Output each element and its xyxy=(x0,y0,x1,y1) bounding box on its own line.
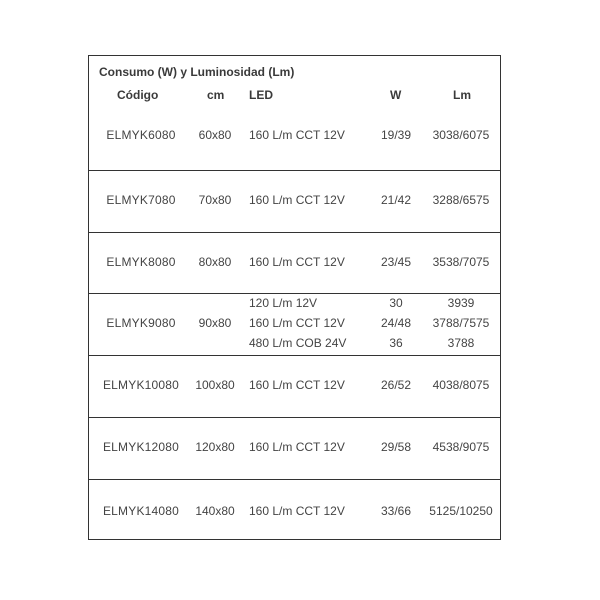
row-led: 120 L/m 12V xyxy=(249,296,318,310)
row-led: 480 L/m COB 24V xyxy=(249,336,347,350)
row-cm: 100x80 xyxy=(195,378,235,392)
row-lm: 3788 xyxy=(447,336,475,350)
table-row xyxy=(89,108,500,168)
table-row xyxy=(89,479,500,539)
row-w: 29/58 xyxy=(380,440,412,454)
row-cm: 80x80 xyxy=(198,255,232,269)
table-row xyxy=(89,417,500,479)
row-led: 160 L/m CCT 12V xyxy=(249,378,345,392)
table-row xyxy=(89,355,500,417)
table-title: Consumo (W) y Luminosidad (Lm) xyxy=(99,65,295,79)
row-code: ELMYK10080 xyxy=(102,378,180,392)
row-lm: 3288/6575 xyxy=(432,193,490,207)
row-led: 160 L/m CCT 12V xyxy=(249,316,345,330)
table-row xyxy=(89,293,500,355)
header-lm: Lm xyxy=(453,88,471,102)
table-header xyxy=(89,88,500,106)
row-w: 30 xyxy=(389,296,403,310)
table-row xyxy=(89,170,500,232)
row-cm: 90x80 xyxy=(198,316,232,330)
row-w: 33/66 xyxy=(380,504,412,518)
row-led: 160 L/m CCT 12V xyxy=(249,193,345,207)
row-cm: 70x80 xyxy=(198,193,232,207)
spec-table xyxy=(88,55,501,540)
row-lm: 3788/7575 xyxy=(432,316,490,330)
row-led: 160 L/m CCT 12V xyxy=(249,440,345,454)
header-cm: cm xyxy=(207,88,225,102)
row-code: ELMYK12080 xyxy=(102,440,180,454)
header-led: LED xyxy=(249,88,273,102)
row-w: 36 xyxy=(389,336,403,350)
row-led: 160 L/m CCT 12V xyxy=(249,128,345,142)
row-lm: 3538/7075 xyxy=(432,255,490,269)
row-code: ELMYK14080 xyxy=(102,504,180,518)
row-cm: 60x80 xyxy=(198,128,232,142)
row-w: 23/45 xyxy=(380,255,412,269)
row-code: ELMYK8080 xyxy=(106,255,176,269)
row-led: 160 L/m CCT 12V xyxy=(249,504,345,518)
row-code: ELMYK9080 xyxy=(106,316,176,330)
row-code: ELMYK6080 xyxy=(106,128,176,142)
row-lm: 3038/6075 xyxy=(432,128,490,142)
header-w: W xyxy=(390,88,402,102)
row-code: ELMYK7080 xyxy=(106,193,176,207)
row-lm: 3939 xyxy=(447,296,475,310)
header-code: Código xyxy=(117,88,159,102)
row-lm: 5125/10250 xyxy=(429,504,493,518)
row-cm: 120x80 xyxy=(195,440,235,454)
row-lm: 4538/9075 xyxy=(432,440,490,454)
row-w: 21/42 xyxy=(380,193,412,207)
row-w: 26/52 xyxy=(380,378,412,392)
row-lm: 4038/8075 xyxy=(432,378,490,392)
row-led: 160 L/m CCT 12V xyxy=(249,255,345,269)
table-row xyxy=(89,232,500,293)
row-w: 19/39 xyxy=(380,128,412,142)
row-w: 24/48 xyxy=(380,316,412,330)
row-cm: 140x80 xyxy=(195,504,235,518)
